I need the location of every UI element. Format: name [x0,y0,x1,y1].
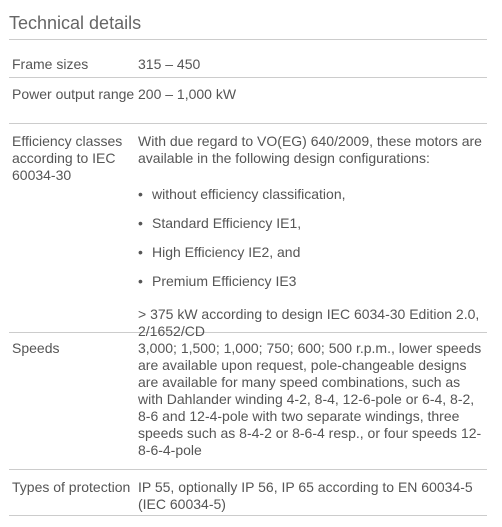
technical-details-panel [9,0,487,516]
list-item: • without efficiency classification, [138,186,346,202]
row-efficiency-classes [9,124,487,339]
row-label: Frame sizes [12,56,89,72]
bullet-icon: • [138,273,143,289]
row-value: IP 55, optionally IP 56, IP 65 according to EN 60034-5 (IEC 60034-5) [138,479,473,512]
row-frame-sizes [9,40,487,78]
row-value [138,124,487,339]
bullet-icon: • [138,186,143,202]
row-value: 3,000; 1,500; 1,000; 750; 600; 500 r.p.m., lower speeds are available upon request, pole-changeable designs are available for many speed combinations, such as with Dahlander winding 4-2, 8-4, 12-6-pole or 6-4, 8-2, 8-6 and 12-4-pole with two separate windings, three speeds such as 8-4-2 or 8-6-4 resp., or four speeds 12-8-6-4-pole [138,340,482,458]
efficiency-note: > 375 kW according to design IEC 6034-30 Edition 2.0, 2/1652/CD [138,306,480,339]
row-speeds [9,333,487,470]
bullet-icon: • [138,215,143,231]
list-item: • Standard Efficiency IE1, [138,215,302,231]
row-value: 315 – 450 [138,56,201,72]
bullet-icon: • [138,244,143,260]
list-item: • High Efficiency IE2, and [138,244,301,260]
row-label: Power output range [12,86,135,102]
list-item: • Premium Efficiency IE3 [138,273,297,289]
efficiency-intro: With due regard to VO(EG) 640/2009, these motors are available in the following design configurations: [138,133,482,166]
row-label: Speeds [12,340,60,356]
section-title: Technical details [9,0,487,40]
row-label: Efficiency classes according to IEC 60034-30 [12,133,123,183]
row-power-output [9,78,487,124]
row-label: Types of protection [12,479,131,495]
row-value: 200 – 1,000 kW [138,86,237,102]
efficiency-list [138,186,487,302]
row-protection [9,470,487,516]
